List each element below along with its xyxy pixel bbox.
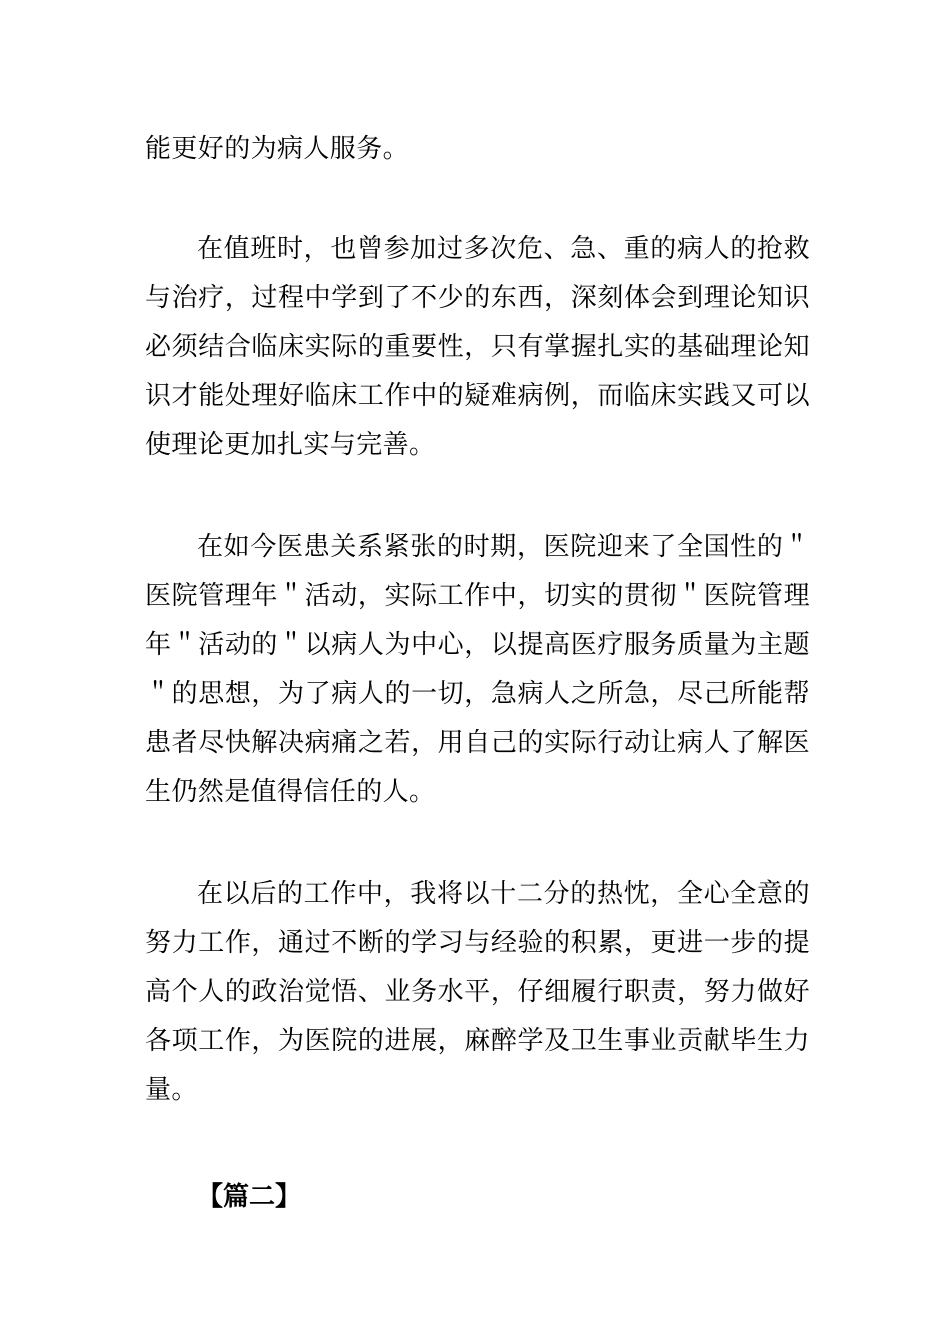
paragraph-continuation: 能更好的为病人服务。 xyxy=(145,134,410,164)
paragraph-night-shift: 在值班时，也曾参加过多次危、急、重的病人的抢救与治疗，过程中学到了不少的东西，深刻体会到理论知识必须结合临床实际的重要性，只有掌握扎实的基础理论知识才能处理好临床工作中的疑难病例，而临床实践又可以使理论更加扎实与完善。 xyxy=(145,234,810,460)
paragraph-hospital-management-year: 在如今医患关系紧张的时期，医院迎来了全国性的＂医院管理年＂活动，实际工作中，切实的贯彻＂医院管理年＂活动的＂以病人为中心，以提高医疗服务质量为主题＂的思想，为了病人的一切，急病人之所急，尽己所能帮患者尽快解决病痛之若，用自己的实际行动让病人了解医生仍然是值得信任的人。 xyxy=(145,532,810,807)
section-heading: 【篇二】 xyxy=(197,1182,302,1212)
paragraph-future-work: 在以后的工作中，我将以十二分的热忱，全心全意的努力工作，通过不断的学习与经验的积累，更进一步的提高个人的政治觉悟、业务水平，仔细履行职责，努力做好各项工作，为医院的进展，麻醉学及卫生事业贡献毕生力量。 xyxy=(145,879,810,1105)
